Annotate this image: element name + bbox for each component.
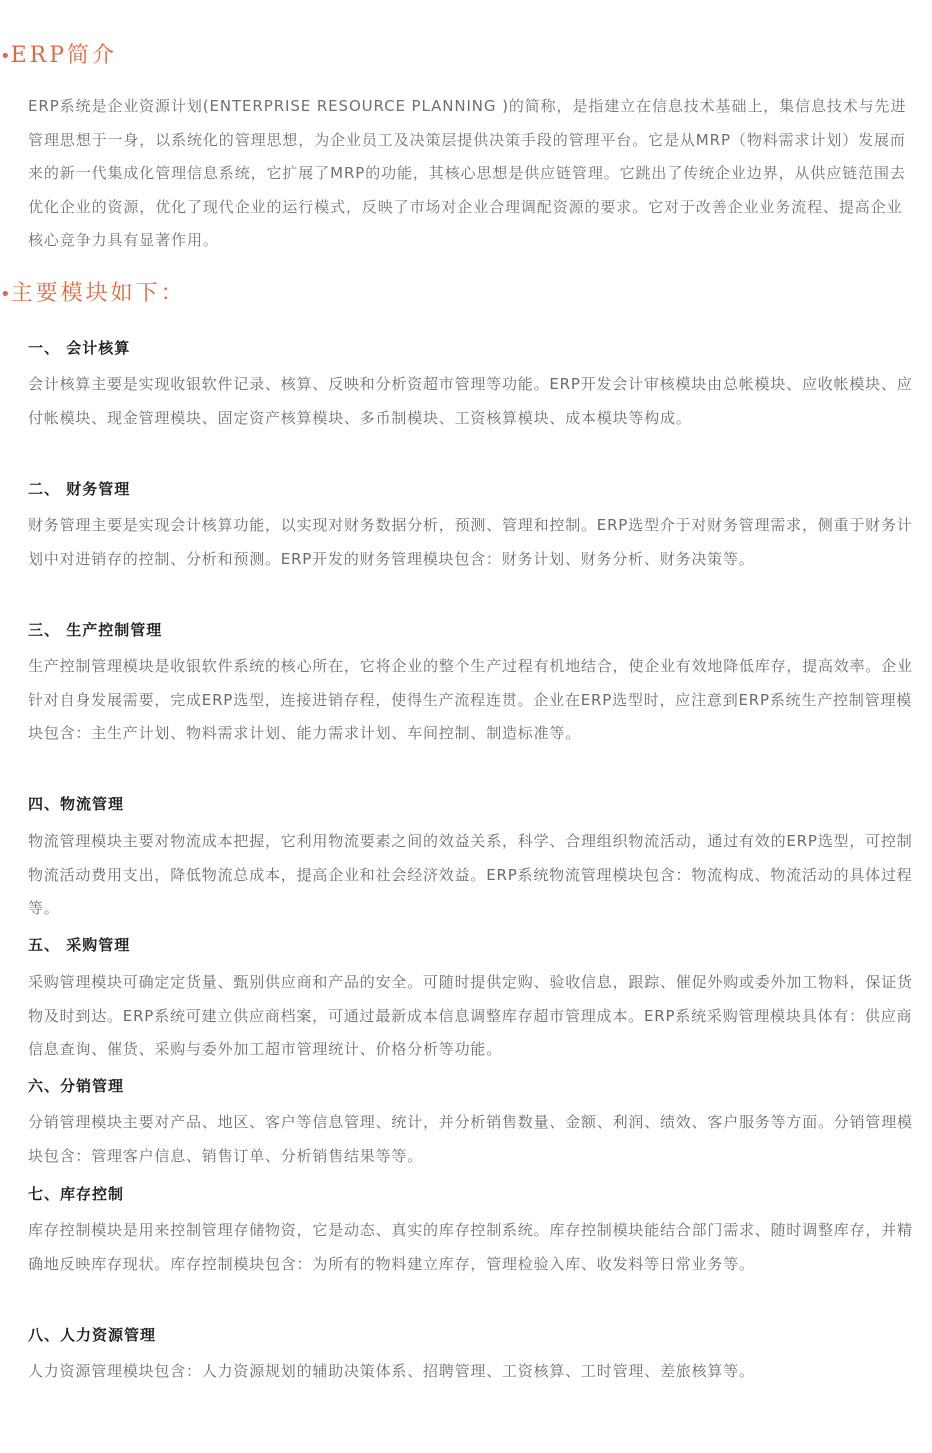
module-description: 分销管理模块主要对产品、地区、客户等信息管理、统计，并分析销售数量、金额、利润、绩效、客户服务等方面。分销管理模块包含：管理客户信息、销售订单、分析销售结果等等。 [28, 1113, 913, 1165]
module-description: 财务管理主要是实现会计核算功能，以实现对财务数据分析，预测、管理和控制。ERP选型介于对财务管理需求，侧重于财务计划中对进销存的控制、分析和预测。ERP开发的财务管理模块包含：财务计划、财务分析、财务决策等。 [28, 516, 913, 568]
module-title: 八、人力资源管理 [28, 1326, 157, 1344]
intro-paragraph: ERP系统是企业资源计划(ENTERPRISE RESOURCE PLANNING )的简称，是指建立在信息技术基础上，集信息技术与先进管理思想于一身，以系统化的管理思想，为企业员工及决策层提供决策手段的管理平台。它是从MRP（物料需求计划）发展而来的新一代集成化管理信息系统，它扩展了MRP的功能，其核心思想是供应链管理。它跳出了传统企业边界，从供应链范围去优化企业的资源，优化了现代企业的运行模式，反映了市场对企业合理调配资源的要求。它对于改善企业业务流程、提高企业核心竞争力具有显著作用。 [28, 97, 907, 249]
section-heading-intro [0, 41, 117, 72]
bullet-icon: • [0, 46, 11, 67]
module-title: 一、 会计核算 [28, 339, 131, 357]
module-description: 库存控制模块是用来控制管理存储物资，它是动态、真实的库存控制系统。库存控制模块能结合部门需求、随时调整库存，并精确地反映库存现状。库存控制模块包含：为所有的物料建立库存，管理检验入库、收发料等日常业务等。 [28, 1221, 913, 1273]
module-title: 六、分销管理 [28, 1077, 125, 1095]
module-title: 二、 财务管理 [28, 480, 131, 498]
module-description: 人力资源管理模块包含：人力资源规划的辅助决策体系、招聘管理、工资核算、工时管理、差旅核算等。 [28, 1362, 755, 1380]
section-heading-text: ERP简介 [10, 43, 118, 68]
bullet-icon: • [0, 284, 11, 305]
module-title: 三、 生产控制管理 [28, 621, 163, 639]
module-description: 采购管理模块可确定定货量、甄别供应商和产品的安全。可随时提供定购、验收信息，跟踪、催促外购或委外加工物料，保证货物及时到达。ERP系统可建立供应商档案，可通过最新成本信息调整库存超市管理成本。ERP系统采购管理模块具体有：供应商信息查询、催货、采购与委外加工超市管理统计、价格分析等功能。 [28, 973, 913, 1058]
module-description: 会计核算主要是实现收银软件记录、核算、反映和分析资超市管理等功能。ERP开发会计审核模块由总帐模块、应收帐模块、应付帐模块、现金管理模块、固定资产核算模块、多币制模块、工资核算模块、成本模块等构成。 [28, 375, 913, 427]
module-title: 四、物流管理 [28, 795, 125, 813]
module-description: 物流管理模块主要对物流成本把握，它利用物流要素之间的效益关系，科学、合理组织物流活动，通过有效的ERP选型，可控制物流活动费用支出，降低物流总成本，提高企业和社会经济效益。ERP系统物流管理模块包含：物流构成、物流活动的具体过程等。 [28, 832, 913, 917]
section-heading-modules [0, 279, 186, 310]
module-title: 七、库存控制 [28, 1185, 125, 1203]
module-title: 五、 采购管理 [28, 936, 131, 954]
module-description: 生产控制管理模块是收银软件系统的核心所在，它将企业的整个生产过程有机地结合，使企业有效地降低库存，提高效率。企业针对自身发展需要，完成ERP选型，连接进销存程，使得生产流程连贯。企业在ERP选型时，应注意到ERP系统生产控制管理模块包含：主生产计划、物料需求计划、能力需求计划、车间控制、制造标准等。 [28, 657, 913, 742]
section-heading-text: 主要模块如下： [10, 281, 186, 306]
